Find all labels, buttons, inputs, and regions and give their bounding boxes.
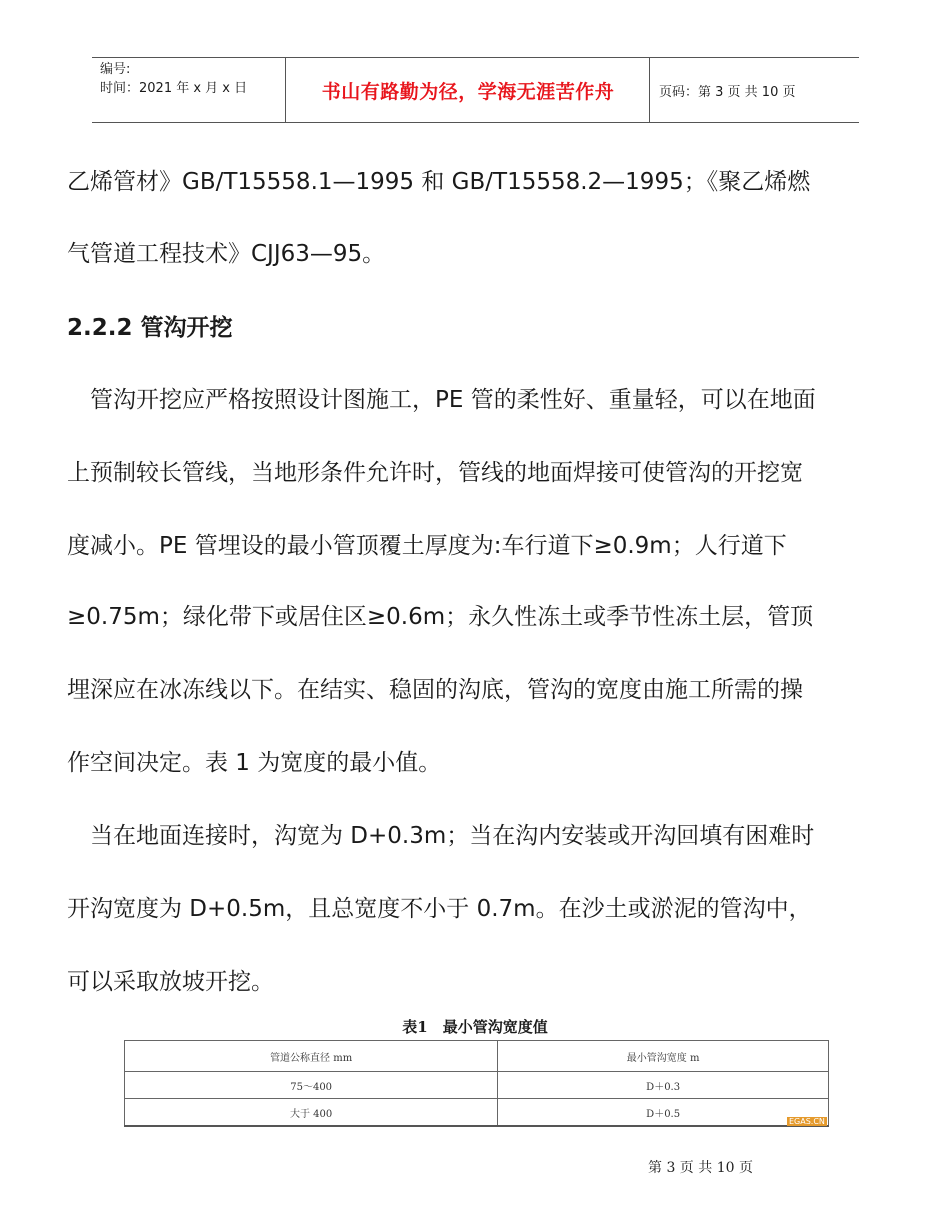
paragraph-line: 气管道工程技术》CJJ63—95。 xyxy=(67,241,386,267)
paragraph-line: 可以采取放坡开挖。 xyxy=(67,969,274,995)
paragraph-line: 上预制较长管线，当地形条件允许时，管线的地面焊接可使管沟的开挖宽 xyxy=(67,460,803,486)
paragraph-line: 当在地面连接时，沟宽为 D+0.3m；当在沟内安装或开沟回填有困难时 xyxy=(67,823,815,849)
header-page-label: 页码：第 3 页 共 10 页 xyxy=(659,84,796,100)
table-header-cell: 管道公称直径 mm xyxy=(125,1041,498,1072)
table-row xyxy=(125,1099,829,1126)
paragraph-line: 埋深应在冰冻线以下。在结实、稳固的沟底，管沟的宽度由施工所需的操 xyxy=(67,677,803,703)
table-row xyxy=(125,1072,829,1099)
paragraph-line: ≥0.75m；绿化带下或居住区≥0.6m；永久性冻土或季节性冻土层，管顶 xyxy=(67,604,814,630)
table-cell: 大于 400 xyxy=(125,1099,498,1126)
table-caption: 表1 最小管沟宽度值 xyxy=(402,1018,548,1036)
table-header-cell: 最小管沟宽度 m xyxy=(498,1041,829,1072)
paragraph-line: 乙烯管材》GB/T15558.1—1995 和 GB/T15558.2—1995；《聚乙烯燃 xyxy=(67,169,811,195)
paragraph-line: 管沟开挖应严格按照设计图施工，PE 管的柔性好、重量轻，可以在地面 xyxy=(67,387,816,413)
table-bottom-rule xyxy=(124,1125,829,1127)
table-cell: D＋0.3 xyxy=(498,1072,829,1099)
min-trench-width-table xyxy=(124,1040,829,1126)
table-cell: 75～400 xyxy=(125,1072,498,1099)
header-divider xyxy=(285,58,286,122)
number-label: 编号: xyxy=(100,62,131,77)
document-header xyxy=(92,57,859,123)
paragraph-line: 开沟宽度为 D+0.5m，且总宽度不小于 0.7m。在沙土或淤泥的管沟中， xyxy=(67,896,812,922)
table-cell: D＋0.5 xyxy=(498,1099,829,1126)
watermark-badge: EGAS.CN xyxy=(789,1117,825,1126)
header-meta xyxy=(100,60,285,98)
section-heading: 2.2.2 管沟开挖 xyxy=(67,315,233,341)
paragraph-line: 作空间决定。表 1 为宽度的最小值。 xyxy=(67,750,442,776)
header-motto: 书山有路勤为径，学海无涯苦作舟 xyxy=(321,80,615,103)
page-footer: 第 3 页 共 10 页 xyxy=(648,1160,753,1176)
time-label: 时间：2021 年 x 月 x 日 xyxy=(100,81,248,96)
header-divider xyxy=(649,58,650,122)
table-header-row xyxy=(125,1041,829,1072)
paragraph-line: 度减小。PE 管埋设的最小管顶覆土厚度为:车行道下≥0.9m；人行道下 xyxy=(67,533,787,559)
